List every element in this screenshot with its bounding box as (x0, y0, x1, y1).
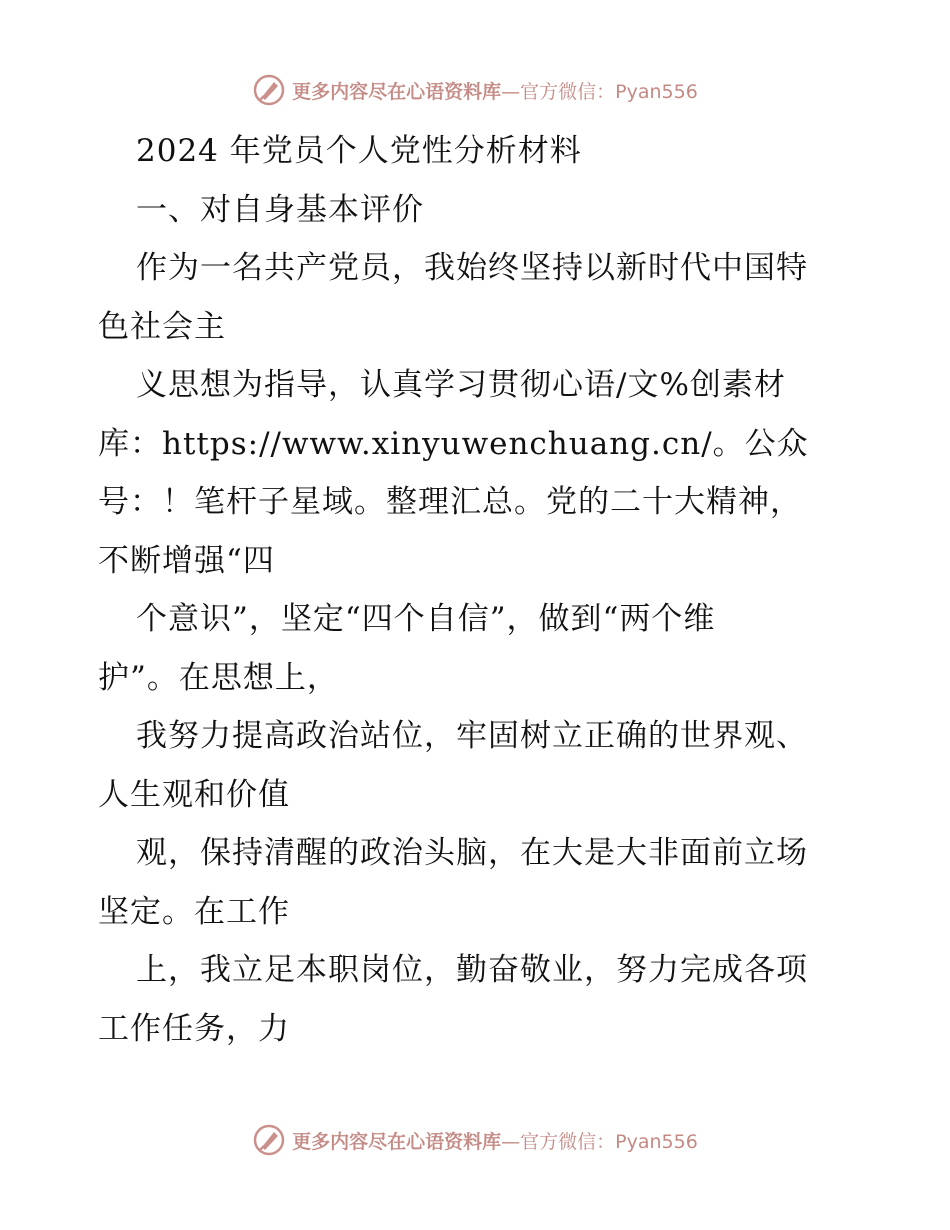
header-watermark-inner (252, 73, 698, 107)
footer-watermark-inner (252, 1123, 698, 1157)
footer-watermark-text (292, 1127, 698, 1154)
footer-watermark-tail: 官方微信：Pyan556 (520, 1130, 698, 1153)
header-watermark-dash: — (501, 80, 521, 103)
footer-watermark (0, 1120, 950, 1160)
header-watermark-tail: 官方微信：Pyan556 (520, 80, 698, 103)
paragraph-line: 作为一名共产党员，我始终坚持以新时代中国特 (136, 250, 808, 286)
document-title: 2024 年党员个人党性分析材料 (136, 133, 582, 169)
paragraph-line: 工作任务，力 (98, 1010, 290, 1047)
footer-watermark-lead: 更多内容尽在心语资料库 (292, 1130, 502, 1153)
header-watermark-lead: 更多内容尽在心语资料库 (292, 80, 502, 103)
document-body (98, 122, 858, 1058)
header-watermark (0, 70, 950, 110)
paragraph-line: 不断增强“四 (98, 542, 275, 579)
paragraph-line: 号：！笔杆子星域。整理汇总。党的二十大精神， (98, 484, 802, 520)
paragraph-line: 观，保持清醒的政治头脑，在大是大非面前立场 (136, 835, 808, 871)
header-watermark-text (292, 77, 698, 104)
pen-nib-logo-icon (252, 73, 286, 107)
pen-nib-logo-icon (252, 1123, 286, 1157)
paragraph-line: 上，我立足本职岗位，勤奋敬业，努力完成各项 (136, 952, 808, 988)
paragraph-line: 护”。在思想上， (98, 659, 339, 696)
footer-watermark-dash: — (501, 1130, 521, 1153)
paragraph-line: 个意识”，坚定“四个自信”，做到“两个维 (136, 601, 716, 637)
paragraph-line: 库：https://www.xinyuwenchuang.cn/。公众 (98, 425, 809, 462)
section-heading: 一、对自身基本评价 (136, 191, 424, 228)
paragraph-line: 人生观和价值 (98, 776, 290, 813)
paragraph-line: 我努力提高政治站位，牢固树立正确的世界观、 (136, 718, 808, 754)
paragraph-line: 坚定。在工作 (98, 893, 290, 930)
paragraph-line: 色社会主 (98, 308, 226, 345)
paragraph-line: 义思想为指导，认真学习贯彻心语/文%创素材 (136, 367, 786, 403)
